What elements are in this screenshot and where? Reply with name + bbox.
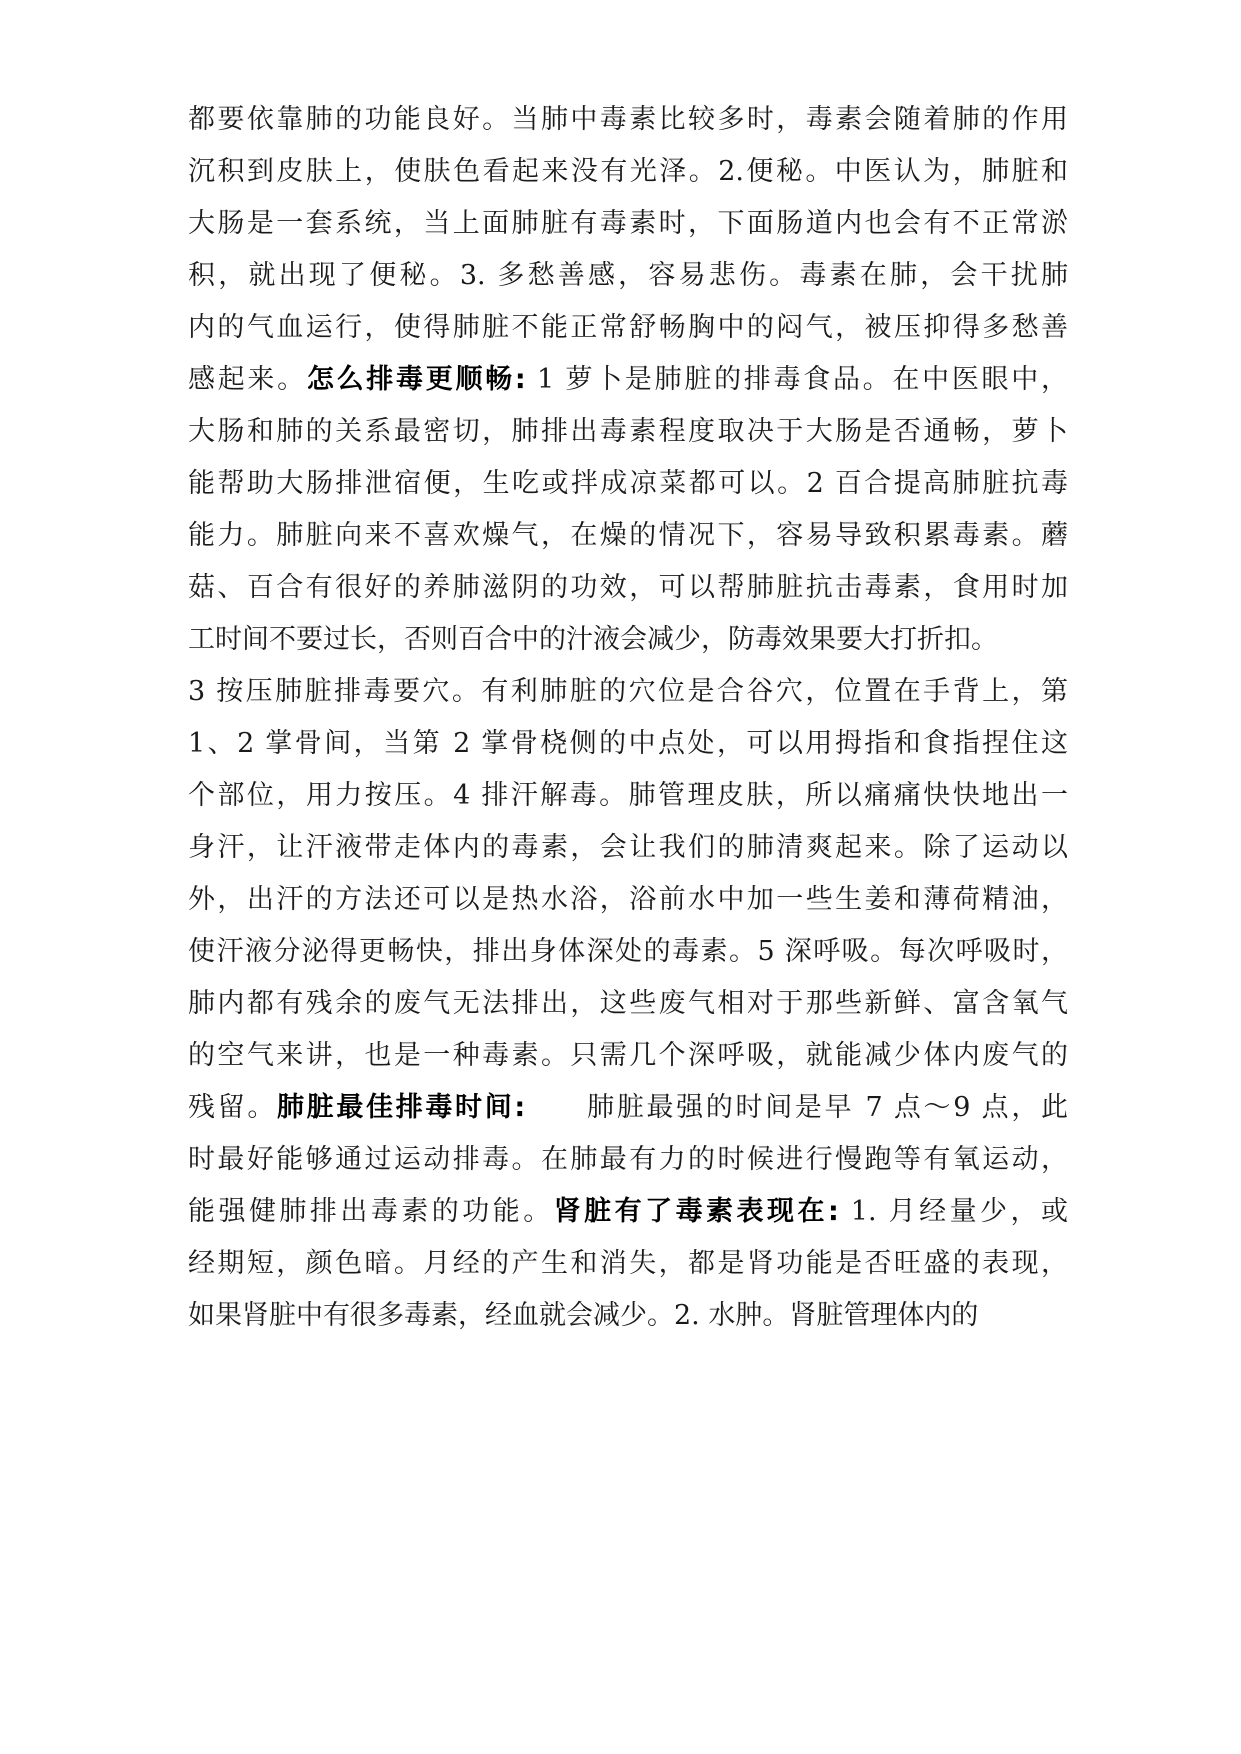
text-line bbox=[188, 614, 1068, 666]
text-line bbox=[188, 354, 1068, 406]
text-line bbox=[188, 94, 1068, 146]
text-line bbox=[188, 146, 1068, 198]
text-run: 内的气血运行，使得肺脏不能正常舒畅胸中的闷气，被压抑得多愁善 bbox=[188, 312, 1068, 343]
text-run: 积，就出现了便秘。3. 多愁善感，容易悲伤。毒素在肺，会干扰肺 bbox=[188, 260, 1068, 291]
text-run: 能强健肺排出毒素的功能。 bbox=[188, 1196, 554, 1227]
text-run: 时最好能够通过运动排毒。在肺最有力的时候进行慢跑等有氧运动， bbox=[188, 1144, 1068, 1175]
text-line bbox=[188, 874, 1068, 926]
text-line bbox=[188, 1186, 1068, 1238]
text-run: 1. 月经量少，或 bbox=[838, 1196, 1068, 1227]
text-line bbox=[188, 926, 1068, 978]
text-run: 经期短，颜色暗。月经的产生和消失，都是肾功能是否旺盛的表现， bbox=[188, 1248, 1068, 1279]
bold-heading: 肾脏有了毒素表现在: bbox=[553, 1196, 839, 1227]
text-run: 肺内都有残余的废气无法排出，这些废气相对于那些新鲜、富含氧气 bbox=[188, 988, 1068, 1019]
text-run: 身汗，让汗液带走体内的毒素，会让我们的肺清爽起来。除了运动以 bbox=[188, 832, 1068, 863]
bold-heading: 肺脏最佳排毒时间: bbox=[277, 1092, 526, 1123]
text-line bbox=[188, 822, 1068, 874]
text-run: 大肠是一套系统，当上面肺脏有毒素时，下面肠道内也会有不正常淤 bbox=[188, 208, 1068, 239]
bold-heading: 怎么排毒更顺畅: bbox=[306, 364, 526, 395]
text-run: 能力。肺脏向来不喜欢燥气，在燥的情况下，容易导致积累毒素。蘑 bbox=[188, 520, 1068, 551]
text-line bbox=[188, 718, 1068, 770]
text-run: 肺脏最强的时间是早 7 点～9 点，此 bbox=[525, 1092, 1068, 1123]
text-run: 工时间不要过长，否则百合中的汁液会减少，防毒效果要大打折扣。 bbox=[188, 624, 998, 655]
body-text bbox=[188, 94, 1068, 1342]
text-line bbox=[188, 302, 1068, 354]
text-line bbox=[188, 770, 1068, 822]
text-run: 1 萝卜是肺脏的排毒食品。在中医眼中， bbox=[525, 364, 1068, 395]
text-line bbox=[188, 510, 1068, 562]
text-run: 使汗液分泌得更畅快，排出身体深处的毒素。5 深呼吸。每次呼吸时， bbox=[188, 936, 1068, 967]
text-line bbox=[188, 406, 1068, 458]
text-line bbox=[188, 666, 1068, 718]
text-run: 能帮助大肠排泄宿便，生吃或拌成凉菜都可以。2 百合提高肺脏抗毒 bbox=[188, 468, 1068, 499]
text-line bbox=[188, 1030, 1068, 1082]
text-line bbox=[188, 198, 1068, 250]
text-line bbox=[188, 1238, 1068, 1290]
text-run: 外，出汗的方法还可以是热水浴，浴前水中加一些生姜和薄荷精油， bbox=[188, 884, 1068, 915]
text-run: 都要依靠肺的功能良好。当肺中毒素比较多时，毒素会随着肺的作用 bbox=[188, 104, 1068, 135]
text-run: 菇、百合有很好的养肺滋阴的功效，可以帮肺脏抗击毒素，食用时加 bbox=[188, 572, 1068, 603]
text-line bbox=[188, 1290, 1068, 1342]
text-run: 感起来。 bbox=[188, 364, 307, 395]
text-line bbox=[188, 1082, 1068, 1134]
text-run: 3 按压肺脏排毒要穴。有利肺脏的穴位是合谷穴，位置在手背上，第 bbox=[188, 676, 1068, 707]
text-run: 大肠和肺的关系最密切，肺排出毒素程度取决于大肠是否通畅，萝卜 bbox=[188, 416, 1068, 447]
text-run: 残留。 bbox=[188, 1092, 278, 1123]
text-run: 的空气来讲，也是一种毒素。只需几个深呼吸，就能减少体内废气的 bbox=[188, 1040, 1068, 1071]
text-line bbox=[188, 978, 1068, 1030]
text-line bbox=[188, 1134, 1068, 1186]
text-run: 1、2 掌骨间，当第 2 掌骨桡侧的中点处，可以用拇指和食指捏住这 bbox=[188, 728, 1068, 759]
text-run: 个部位，用力按压。4 排汗解毒。肺管理皮肤，所以痛痛快快地出一 bbox=[188, 780, 1068, 811]
text-line bbox=[188, 562, 1068, 614]
text-run: 如果肾脏中有很多毒素，经血就会减少。2. 水肿。肾脏管理体内的 bbox=[188, 1300, 979, 1331]
text-line bbox=[188, 458, 1068, 510]
text-run: 沉积到皮肤上，使肤色看起来没有光泽。2.便秘。中医认为，肺脏和 bbox=[188, 156, 1068, 187]
text-line bbox=[188, 250, 1068, 302]
